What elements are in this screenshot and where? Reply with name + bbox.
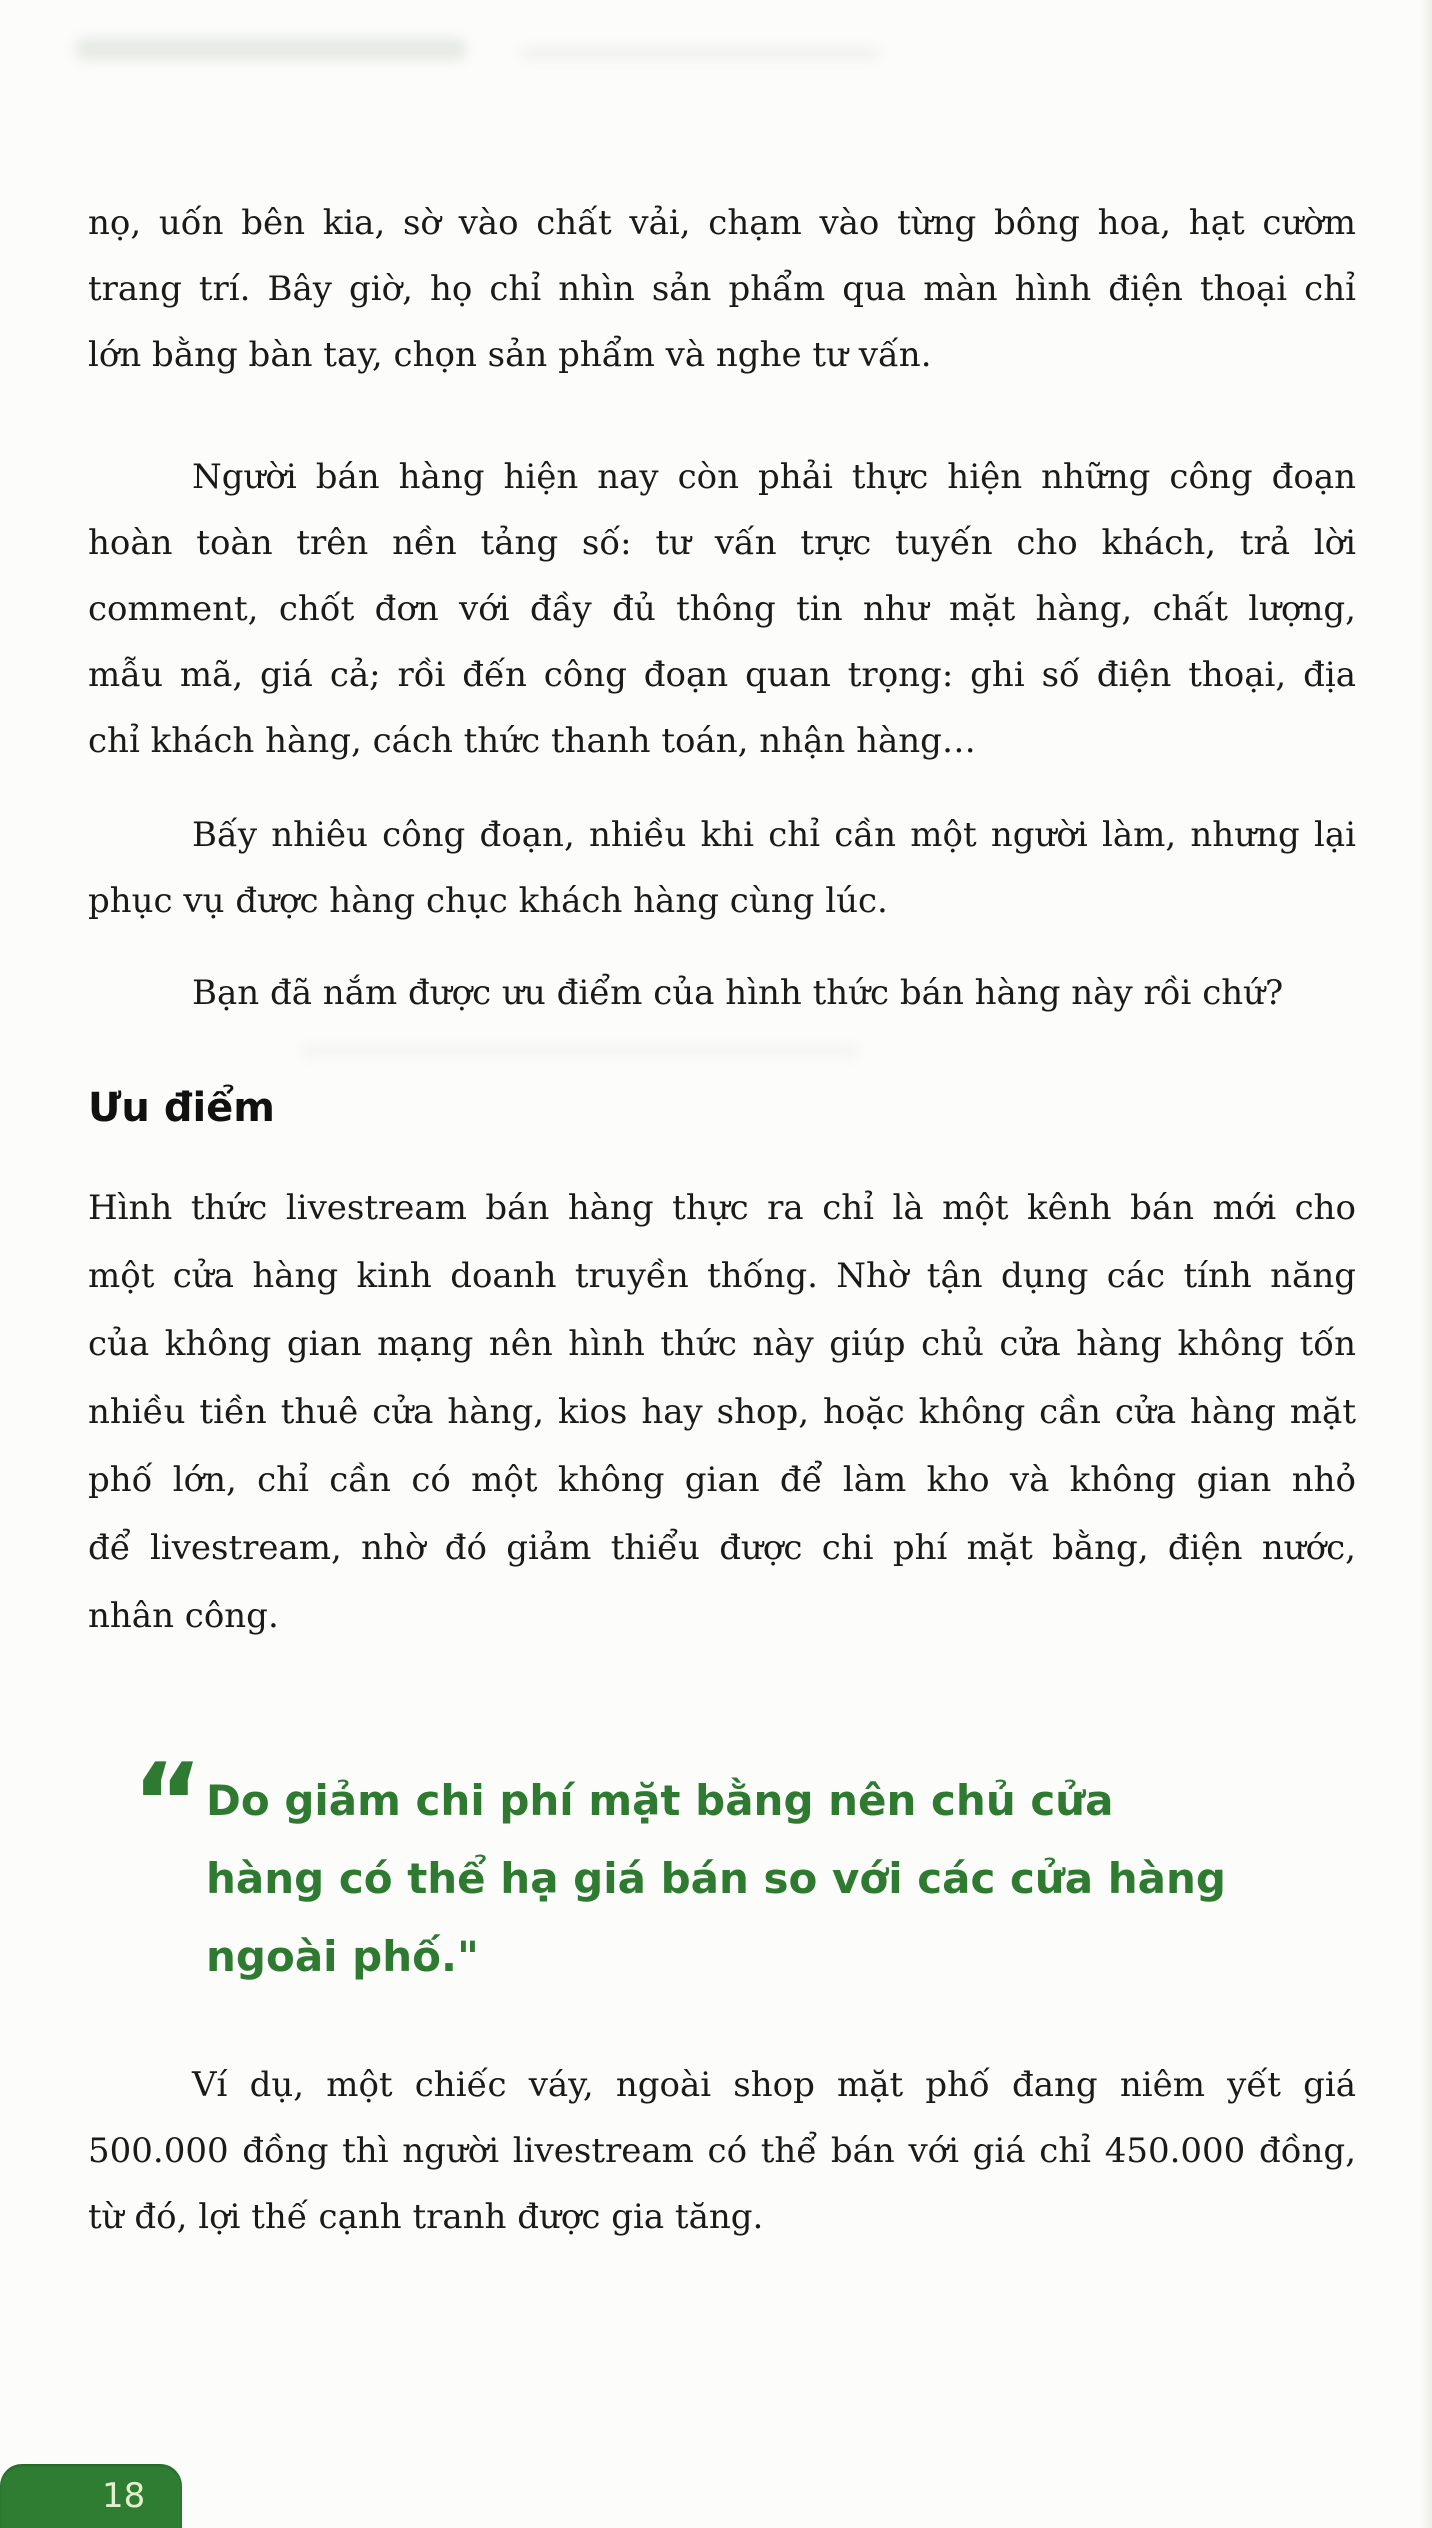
page-number: 18 <box>102 2476 146 2516</box>
paragraph-question <box>88 960 1356 1026</box>
text-line: Bấy nhiêu công đoạn, nhiều khi chỉ cần một người làm, nhưng lại <box>192 815 1356 855</box>
open-quote-icon: “ <box>132 1741 203 1866</box>
quote-line: ngoài phố." <box>206 1932 479 1981</box>
text-line: chỉ khách hàng, cách thức thanh toán, nhận hàng… <box>88 721 976 761</box>
text-line: mẫu mã, giá cả; rồi đến công đoạn quan trọng: ghi số điện thoại, địa <box>88 655 1356 695</box>
bleed-through-artifact <box>76 38 466 60</box>
text-line: hoàn toàn trên nền tảng số: tư vấn trực tuyến cho khách, trả lời <box>88 523 1356 563</box>
text-line: để livestream, nhờ đó giảm thiểu được chi phí mặt bằng, điện nước, <box>88 1528 1356 1568</box>
text-line: comment, chốt đơn với đầy đủ thông tin như mặt hàng, chất lượng, <box>88 589 1356 629</box>
text-line: Ví dụ, một chiếc váy, ngoài shop mặt phố đang niêm yết giá <box>192 2065 1356 2105</box>
text-line: nhân công. <box>88 1596 279 1636</box>
text-line: Hình thức livestream bán hàng thực ra chỉ là một kênh bán mới cho <box>88 1188 1356 1228</box>
text-line: Bạn đã nắm được ưu điểm của hình thức bán hàng này rồi chứ? <box>192 973 1284 1013</box>
paragraph-seller-tasks <box>88 444 1356 774</box>
text-line: phố lớn, chỉ cần có một không gian để làm kho và không gian nhỏ <box>88 1460 1356 1500</box>
page-content <box>88 190 1356 2250</box>
page-edge-shadow <box>1420 0 1432 2528</box>
text-line: phục vụ được hàng chục khách hàng cùng lúc. <box>88 881 888 921</box>
paragraph-example <box>88 2052 1356 2250</box>
text-line: một cửa hàng kinh doanh truyền thống. Nhờ tận dụng các tính năng <box>88 1256 1356 1296</box>
quote-line: hàng có thể hạ giá bán so với các cửa hàng <box>206 1854 1226 1903</box>
text-line: 500.000 đồng thì người livestream có thể bán với giá chỉ 450.000 đồng, <box>88 2131 1356 2171</box>
pull-quote <box>88 1741 1356 1998</box>
quote-line: Do giảm chi phí mặt bằng nên chủ cửa <box>206 1776 1114 1825</box>
text-line: trang trí. Bây giờ, họ chỉ nhìn sản phẩm qua màn hình điện thoại chỉ <box>88 269 1356 309</box>
text-line: của không gian mạng nên hình thức này giúp chủ cửa hàng không tốn <box>88 1324 1356 1364</box>
text-line: nhiều tiền thuê cửa hàng, kios hay shop, hoặc không cần cửa hàng mặt <box>88 1392 1356 1432</box>
bleed-through-artifact <box>520 46 880 61</box>
paragraph-advantages <box>88 1174 1356 1650</box>
paragraph-continuation <box>88 190 1356 388</box>
page-number-tab <box>0 2464 182 2528</box>
text-line: Người bán hàng hiện nay còn phải thực hiện những công đoạn <box>192 457 1356 497</box>
text-line: từ đó, lợi thế cạnh tranh được gia tăng. <box>88 2197 764 2237</box>
text-line: lớn bằng bàn tay, chọn sản phẩm và nghe tư vấn. <box>88 335 932 375</box>
text-line: nọ, uốn bên kia, sờ vào chất vải, chạm vào từng bông hoa, hạt cườm <box>88 203 1356 243</box>
section-heading: Ưu điểm <box>88 1085 275 1131</box>
paragraph-one-person <box>88 802 1356 934</box>
